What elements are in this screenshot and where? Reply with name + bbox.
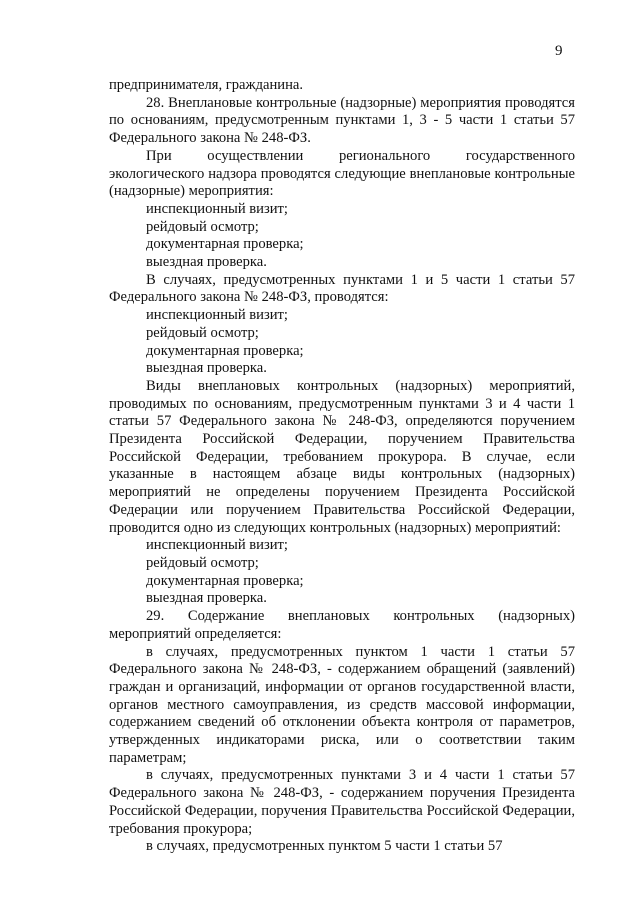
page-number: 9 (555, 43, 563, 59)
list-item: выездная проверка. (146, 360, 267, 377)
list-item: инспекционный визит; (146, 200, 288, 217)
paragraph: Виды внеплановых контрольных (надзорных) мероприятий, проводимых по основаниям, предусмотренным пунктами 3 и 4 части 1 статьи 57 Федерального закона № 248-ФЗ, определяются поручением Президента Российской Федерации, поручением Правительства Российской Федерации, требованием прокурора. В случае, если указанные в настоящем абзаце виды контрольных (надзорных) мероприятий не определены поручением Президента Российской Федерации или поручением Правительства Российской Федерации, проводится одно из следующих контрольных (надзорных) мероприятий: (109, 377, 575, 536)
paragraph: в случаях, предусмотренных пунктами 3 и 4 части 1 статьи 57 Федерального закона № 248-ФЗ, - содержанием поручения Президента Российской Федерации, поручения Правительства Российской Федерации, требования прокурора; (109, 767, 575, 837)
list-item: рейдовый осмотр; (146, 554, 259, 571)
list-item: выездная проверка. (146, 254, 267, 271)
paragraph: в случаях, предусмотренных пунктом 5 части 1 статьи 57 (146, 838, 503, 855)
paragraph: При осуществлении регионального государственного экологического надзора проводятся следующие внеплановые контрольные (надзорные) мероприятия: (109, 147, 575, 200)
paragraph: в случаях, предусмотренных пунктом 1 части 1 статьи 57 Федерального закона № 248-ФЗ, - содержанием обращений (заявлений) граждан и организаций, информации от органов государственной власти, органов местного самоуправления, из средств массовой информации, содержанием сведений об отклонении объекта контроля от параметров, утвержденных индикаторами риска, или о соответствии таким параметрам; (109, 643, 575, 766)
paragraph: предпринимателя, гражданина. (109, 77, 304, 93)
paragraph: В случаях, предусмотренных пунктами 1 и 5 части 1 статьи 57 Федерального закона № 248-ФЗ, проводятся: (109, 271, 575, 306)
paragraph-item-28: 28. Внеплановые контрольные (надзорные) мероприятия проводятся по основаниям, предусмотренным пунктами 1, 3 - 5 части 1 статьи 57 Федерального закона № 248-ФЗ. (109, 94, 575, 147)
list-item: инспекционный визит; (146, 307, 288, 324)
document-body (109, 77, 575, 856)
list-item: выездная проверка. (146, 590, 267, 607)
list-item: рейдовый осмотр; (146, 324, 259, 341)
list-item: документарная проверка; (146, 572, 304, 589)
list-item: документарная проверка; (146, 342, 304, 359)
list-item: инспекционный визит; (146, 537, 288, 554)
list-item: рейдовый осмотр; (146, 218, 259, 235)
list-item: документарная проверка; (146, 236, 304, 253)
paragraph-item-29: 29. Содержание внеплановых контрольных (надзорных) мероприятий определяется: (109, 608, 575, 642)
